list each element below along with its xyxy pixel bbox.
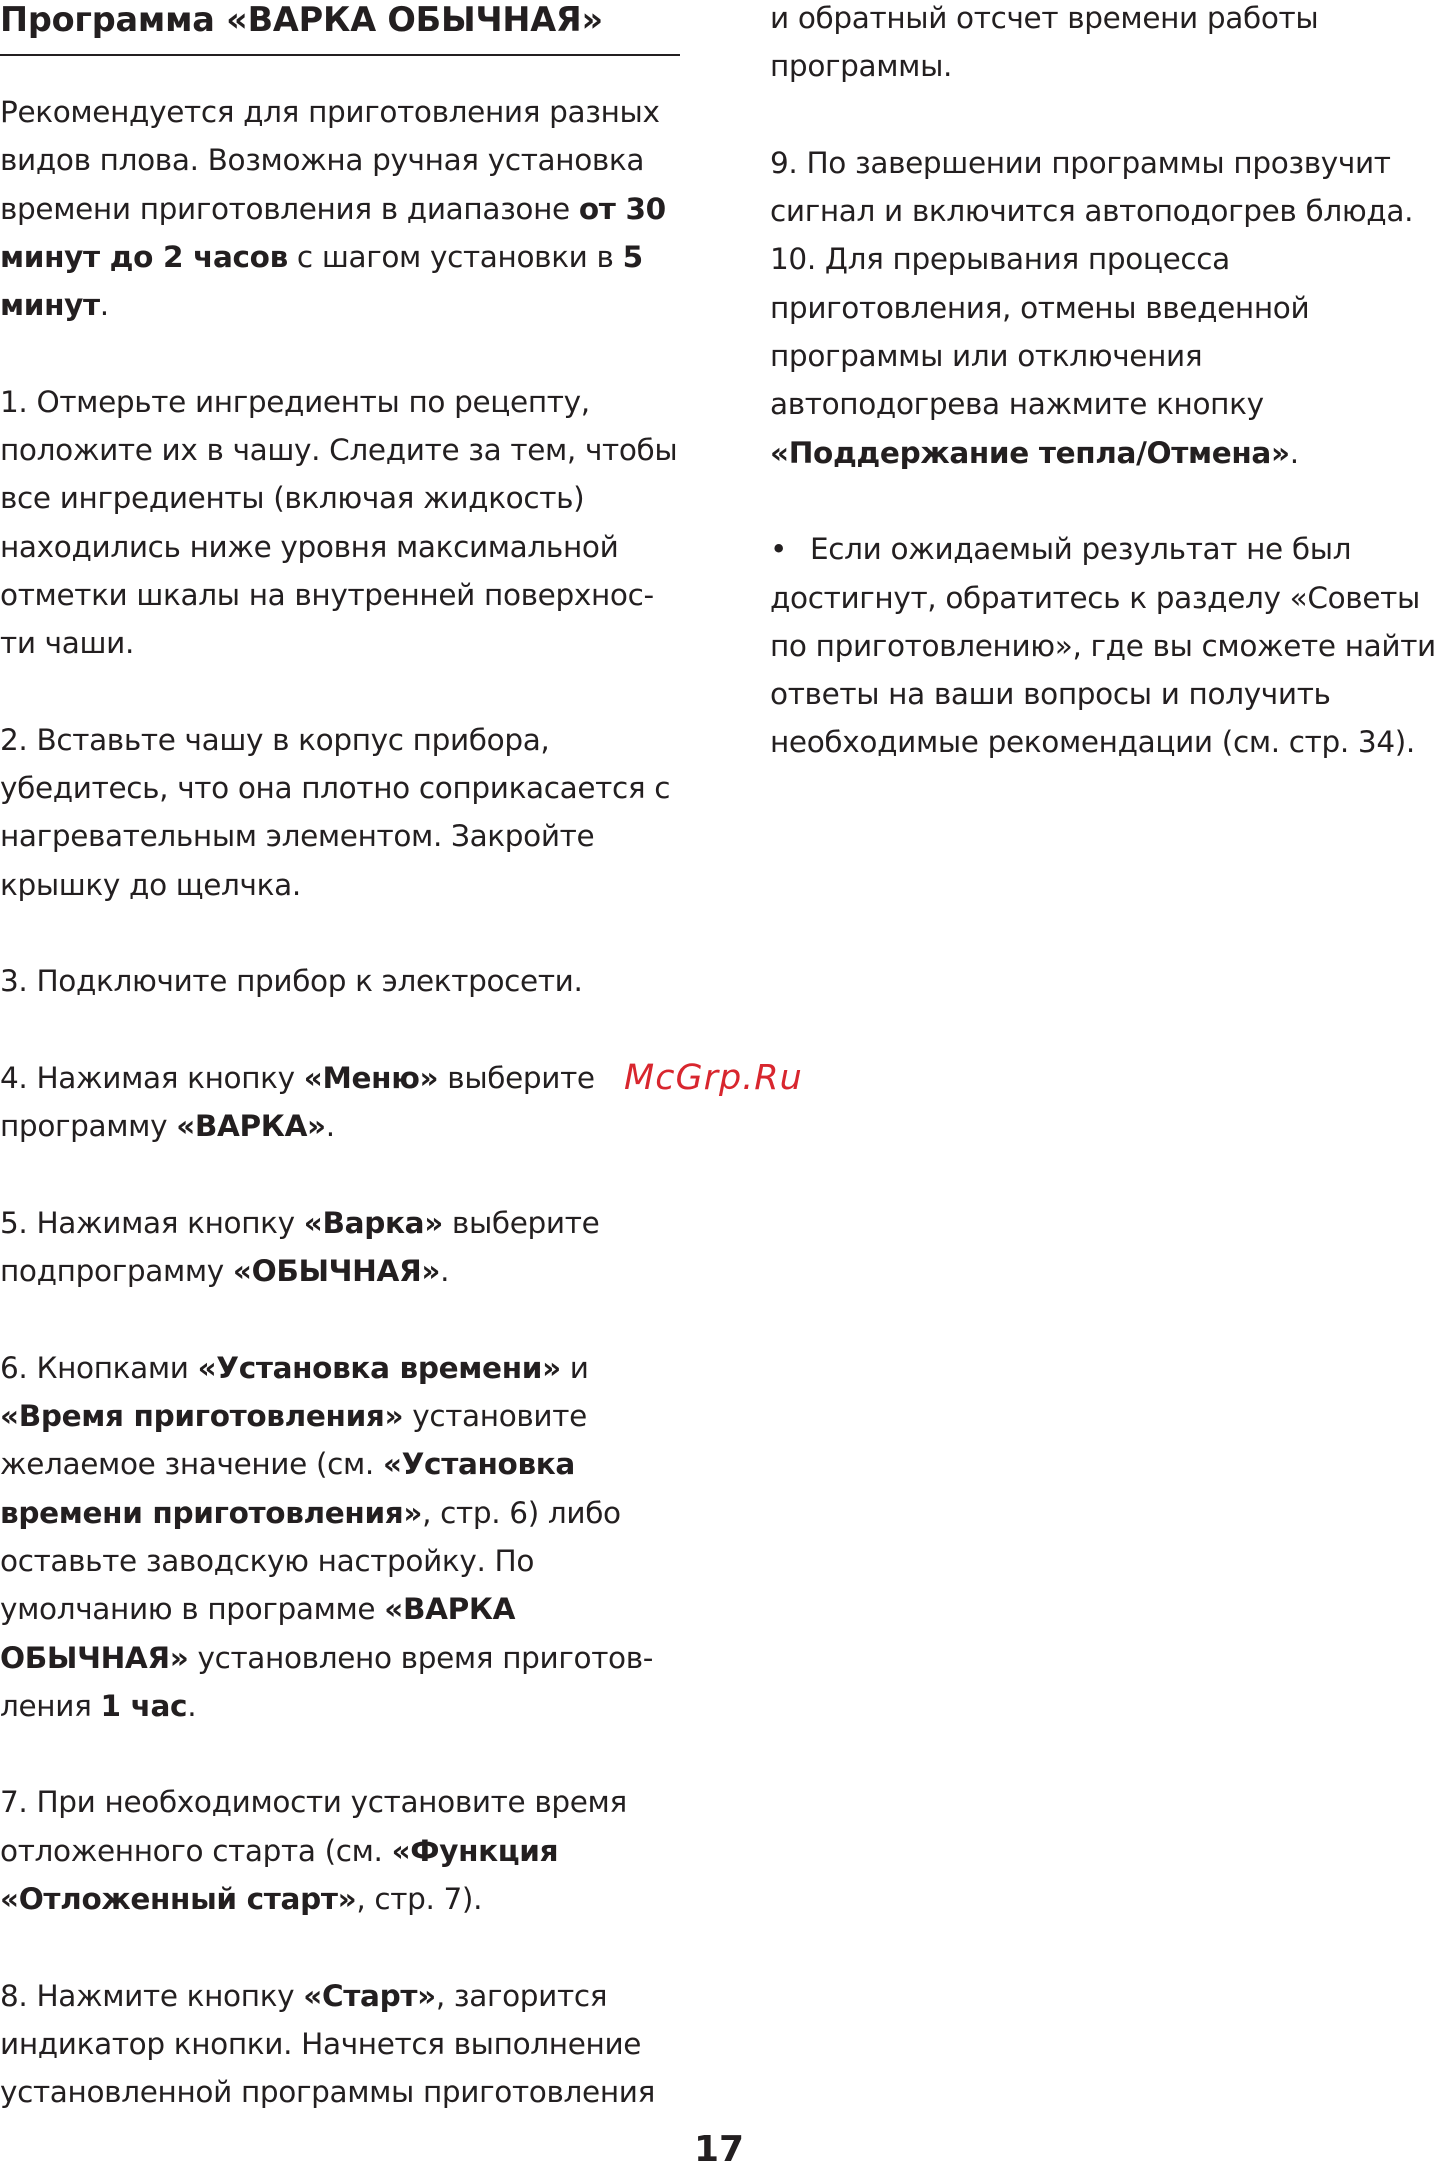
bullet-icon: • <box>770 532 788 567</box>
step-6: 6. Кнопками «Установка времени» и «Время приготовления» установите желаемое значение (см. «Установка времени приготовления», стр. 6) либо оставьте заводскую настройку. По умолчанию в программе «ВАРКА ОБЫЧНАЯ» установлено время приготов- ления 1 час. <box>0 1350 654 1723</box>
intro-line: минут. <box>0 288 109 323</box>
step-8-start: 8. Нажмите кнопку «Старт», загорится индикатор кнопки. Начнется выполнение установленной программы приготовления <box>0 1978 655 2110</box>
varka-button-name: «Варка» <box>303 1205 443 1240</box>
right-column <box>770 0 1438 815</box>
program-name: «ВАРКА» <box>176 1109 326 1144</box>
start-button-name: «Старт» <box>303 1978 436 2013</box>
subprogram-name: «ОБЫЧНАЯ» <box>232 1254 441 1289</box>
tip-note: • Если ожидаемый результат не был достигнут, обратитесь к разделу «Советы по приготовлению», где вы сможете найти ответы на ваши вопросы и получить необходимые рекомендации (см. стр. 34). <box>770 525 1438 766</box>
section-title: Программа «ВАРКА ОБЫЧНАЯ» <box>0 0 603 39</box>
title-underline <box>0 54 680 56</box>
step-8-continued: и обратный отсчет времени работы программы. <box>770 1 1319 84</box>
watermark: McGrp.Ru <box>624 1058 803 1098</box>
step-10: 10. Для прерывания процесса приготовления, отмены введенной программы или отключения автоподогрева нажмите кнопку «Поддержание тепла/Отмена». <box>770 242 1310 470</box>
left-column <box>0 0 680 2165</box>
intro-paragraph <box>0 88 680 329</box>
page-number: 17 <box>693 2129 745 2170</box>
step-4: 4. Нажимая кнопку «Меню» выберите программу «ВАРКА». <box>0 1060 595 1144</box>
step-3: 3. Подключите прибор к электросети. <box>0 964 583 999</box>
intro-line: видов плова. Возможна ручная установка <box>0 143 645 178</box>
step-5: 5. Нажимая кнопку «Варка» выберите подпрограмму «ОБЫЧНАЯ». <box>0 1205 600 1289</box>
step-1: 1. Отмерьте ингредиенты по рецепту, положите их в чашу. Следите за тем, чтобы все ингредиенты (включая жидкость) находились ниже уровня максимальной отметки шкалы на внутренней поверхнос- ти чаши. <box>0 384 678 661</box>
time-range-bold: от 30 <box>578 191 666 226</box>
step-2: 2. Вставьте чашу в корпус прибора, убедитесь, что она плотно соприкасается с нагревательным элементом. Закройте крышку до щелчка. <box>0 722 671 902</box>
intro-line: Рекомендуется для приготовления разных <box>0 95 660 129</box>
menu-button-name: «Меню» <box>303 1060 439 1095</box>
intro-line: минут до 2 часов с шагом установки в 5 <box>0 239 643 274</box>
keep-warm-cancel-button-name: «Поддержание тепла/Отмена» <box>770 435 1290 470</box>
intro-line: времени приготовления в диапазоне от 30 <box>0 191 666 226</box>
step-9: 9. По завершении программы прозвучит сигнал и включится автоподогрев блюда. <box>770 145 1414 229</box>
step-7: 7. При необходимости установите время отложенного старта (см. «Функция «Отложенный старт», стр. 7). <box>0 1785 627 1916</box>
